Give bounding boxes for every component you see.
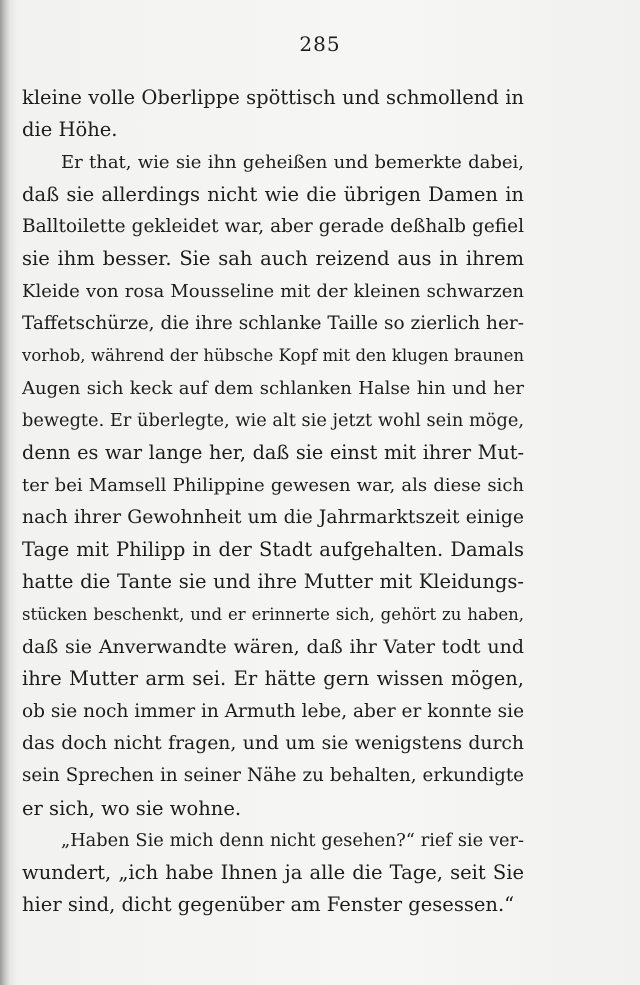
text-line: wundert, „ich habe Ihnen ja alle die Tage, seit Sie (22, 861, 524, 885)
text-line: Augen sich keck auf dem schlanken Halse hin und her (22, 377, 524, 399)
text-line: hier sind, dicht gegenüber am Fenster gesessen.“ (22, 893, 515, 917)
text-line: er sich, wo sie wohne. (22, 796, 242, 820)
text-line: das doch nicht fragen, und um sie wenigstens durch (22, 732, 524, 754)
text-line: daß sie allerdings nicht wie die übrigen Damen in (22, 182, 524, 206)
text-line: Kleide von rosa Mousseline mit der kleinen schwarzen (22, 280, 524, 302)
page-number: 285 (299, 32, 341, 56)
text-line: ihre Mutter arm sei. Er hätte gern wissen mögen, (22, 667, 524, 691)
text-line: Taffetschürze, die ihre schlanke Taille so zierlich her- (22, 313, 524, 335)
text-line: kleine volle Oberlippe spöttisch und schmollend in (22, 86, 524, 109)
text-line: sie ihm besser. Sie sah auch reizend aus in ihrem (22, 247, 524, 271)
text-line: daß sie Anverwandte wären, daß ihr Vater todt und (22, 636, 524, 659)
text-line: bewegte. Er überlegte, wie alt sie jetzt wohl sein möge, (22, 410, 524, 431)
text-line: Er that, wie sie ihn geheißen und bemerkte dabei, (61, 151, 524, 173)
text-line: sein Sprechen in seiner Nähe zu behalten, erkundigte (22, 765, 524, 787)
text-line: vorhob, während der hübsche Kopf mit den klugen braunen (22, 346, 524, 366)
text-line: ob sie noch immer in Armuth lebe, aber er konnte sie (22, 700, 525, 722)
page-binding-edge (0, 0, 10, 985)
text-line: hatte die Tante sie und ihre Mutter mit Kleidungs- (22, 570, 524, 594)
text-line: die Höhe. (22, 118, 118, 142)
text-line: „Haben Sie mich denn nicht gesehen?“ rief sie ver- (61, 830, 524, 851)
text-line: nach ihrer Gewohnheit um die Jahrmarktszeit einige (22, 506, 524, 528)
body-text (22, 82, 524, 922)
text-line: ter bei Mamsell Philippine gewesen war, als diese sich (22, 474, 524, 496)
text-line: denn es war lange her, daß sie einst mit ihrer Mut- (22, 441, 524, 465)
text-line: Tage mit Philipp in der Stadt aufgehalten. Damals (22, 538, 524, 562)
text-line: Balltoilette gekleidet war, aber gerade deßhalb gefiel (22, 216, 524, 238)
text-line: stücken beschenkt, und er erinnerte sich, gehört zu haben, (22, 604, 524, 624)
